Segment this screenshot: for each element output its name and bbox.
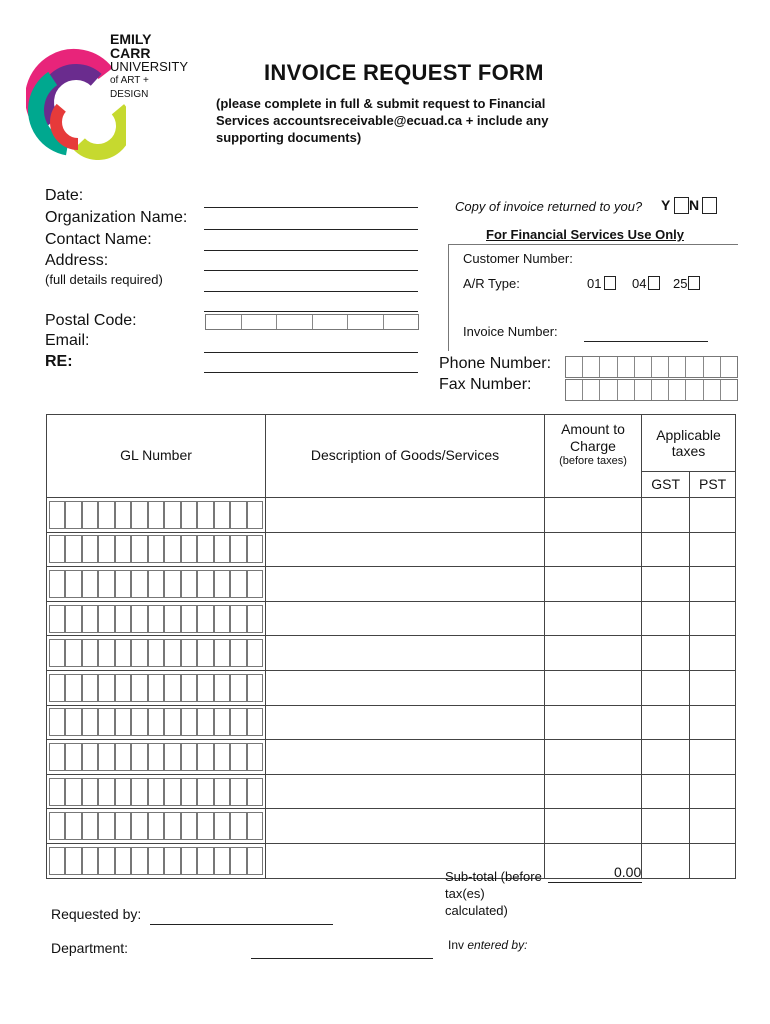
yes-label: Y: [661, 197, 671, 213]
ar-option-01: 01: [587, 276, 602, 291]
gst-cell[interactable]: [642, 705, 690, 740]
table-row: [47, 809, 736, 844]
table-row: [47, 740, 736, 775]
description-cell[interactable]: [266, 774, 545, 809]
table-row: [47, 774, 736, 809]
no-label: N: [689, 197, 700, 213]
description-cell[interactable]: [266, 809, 545, 844]
form-instructions: (please complete in full & submit request to Financial Services accountsreceivable@ecuad.ca + include any supporting documents): [216, 96, 549, 145]
description-cell[interactable]: [266, 670, 545, 705]
description-cell[interactable]: [266, 705, 545, 740]
customer-number-label: Customer Number:: [463, 251, 573, 266]
description-header: [266, 415, 545, 498]
fax-boxes[interactable]: [565, 379, 738, 401]
amount-cell[interactable]: [545, 601, 642, 636]
amount-cell[interactable]: [545, 567, 642, 602]
gl-number-cell[interactable]: [47, 532, 266, 567]
ar-01-checkbox[interactable]: [604, 276, 616, 290]
inv-entered-suffix: entered by:: [467, 938, 528, 952]
pst-cell[interactable]: [690, 843, 736, 878]
description-cell[interactable]: [266, 567, 545, 602]
ar-type-label: A/R Type:: [463, 276, 520, 291]
gst-cell[interactable]: [642, 774, 690, 809]
pst-cell[interactable]: [690, 636, 736, 671]
table-row: [47, 532, 736, 567]
yes-checkbox[interactable]: [674, 197, 689, 214]
description-cell[interactable]: [266, 498, 545, 533]
address-label: Address:: [45, 252, 109, 269]
amount-cell[interactable]: [545, 740, 642, 775]
date-label: Date:: [45, 187, 84, 204]
ar-option-25: 25: [673, 276, 688, 291]
copy-returned-label: Copy of invoice returned to you?: [455, 199, 643, 214]
contact-field[interactable]: [204, 250, 418, 251]
pst-cell[interactable]: [690, 809, 736, 844]
form-title: INVOICE REQUEST FORM: [264, 60, 544, 85]
table-row: [47, 705, 736, 740]
line-items-table: [46, 414, 736, 879]
no-checkbox[interactable]: [702, 197, 717, 214]
pst-cell[interactable]: [690, 670, 736, 705]
table-row: [47, 636, 736, 671]
amount-cell[interactable]: [545, 532, 642, 567]
amount-cell[interactable]: [545, 809, 642, 844]
pst-cell[interactable]: [690, 498, 736, 533]
invoice-number-field[interactable]: [584, 341, 708, 342]
logo-text-carr: CARR: [110, 45, 151, 61]
requested-by-field[interactable]: [150, 924, 333, 925]
gst-cell[interactable]: [642, 601, 690, 636]
gl-number-cell[interactable]: [47, 601, 266, 636]
description-cell[interactable]: [266, 601, 545, 636]
gl-number-cell[interactable]: [47, 567, 266, 602]
gst-cell[interactable]: [642, 567, 690, 602]
address-field-3[interactable]: [204, 311, 418, 312]
postal-code-label: Postal Code:: [45, 312, 137, 329]
description-cell[interactable]: [266, 532, 545, 567]
organization-field[interactable]: [204, 229, 418, 230]
pst-cell[interactable]: [690, 740, 736, 775]
ar-option-04: 04: [632, 276, 647, 291]
pst-cell[interactable]: [690, 601, 736, 636]
inv-entered-prefix: Inv: [448, 938, 465, 952]
gl-number-cell[interactable]: [47, 809, 266, 844]
description-cell[interactable]: [266, 636, 545, 671]
department-field[interactable]: [251, 958, 433, 959]
description-cell[interactable]: [266, 740, 545, 775]
requested-by-label: Requested by:: [51, 906, 142, 922]
address-field-2[interactable]: [204, 291, 418, 292]
gst-cell[interactable]: [642, 843, 690, 878]
invoice-number-label: Invoice Number:: [463, 324, 558, 339]
gl-number-cell[interactable]: [47, 670, 266, 705]
logo-text-university: UNIVERSITY: [110, 59, 189, 74]
ar-25-checkbox[interactable]: [688, 276, 700, 290]
amount-header: [545, 415, 642, 498]
table-row: [47, 498, 736, 533]
gl-number-cell[interactable]: [47, 740, 266, 775]
pst-header-label: PST: [699, 475, 727, 492]
amount-header-note: (before taxes): [559, 455, 627, 467]
logo: [26, 31, 189, 160]
ar-04-checkbox[interactable]: [648, 276, 660, 290]
table-row: [47, 567, 736, 602]
email-label: Email:: [45, 332, 90, 349]
financial-services-heading: For Financial Services Use Only: [486, 227, 684, 242]
description-header-label: Description of Goods/Services: [310, 447, 500, 463]
gl-number-cell[interactable]: [47, 636, 266, 671]
table-row: [47, 670, 736, 705]
gst-cell[interactable]: [642, 670, 690, 705]
gl-number-cell[interactable]: [47, 774, 266, 809]
taxes-header: [642, 415, 736, 472]
pst-cell[interactable]: [690, 705, 736, 740]
phone-boxes[interactable]: [565, 356, 738, 378]
gst-header-label: GST: [651, 475, 680, 492]
pst-cell[interactable]: [690, 532, 736, 567]
amount-cell[interactable]: [545, 498, 642, 533]
re-field[interactable]: [204, 372, 418, 373]
pst-cell[interactable]: [690, 567, 736, 602]
gl-number-cell[interactable]: [47, 705, 266, 740]
gst-cell[interactable]: [642, 809, 690, 844]
pst-header: [690, 472, 736, 498]
re-label: RE:: [45, 353, 73, 370]
gl-number-cell[interactable]: [47, 498, 266, 533]
organization-label: Organization Name:: [45, 209, 188, 226]
amount-cell[interactable]: [545, 705, 642, 740]
pst-cell[interactable]: [690, 774, 736, 809]
email-field[interactable]: [204, 352, 418, 353]
fax-label: Fax Number:: [439, 376, 532, 393]
taxes-header-label: Applicable taxes: [656, 427, 721, 459]
logo-text-emily: EMILY: [110, 31, 152, 47]
logo-text-art-design: of ART + DESIGN: [110, 75, 149, 100]
postal-code-boxes[interactable]: [205, 314, 419, 330]
date-field[interactable]: [204, 207, 418, 208]
gst-cell[interactable]: [642, 532, 690, 567]
gst-cell[interactable]: [642, 498, 690, 533]
gst-cell[interactable]: [642, 740, 690, 775]
amount-cell[interactable]: [545, 670, 642, 705]
gst-header: [642, 472, 690, 498]
address-field-1[interactable]: [204, 270, 418, 271]
phone-label: Phone Number:: [439, 355, 552, 372]
amount-cell[interactable]: [545, 774, 642, 809]
contact-label: Contact Name:: [45, 231, 152, 248]
gl-number-header: [47, 415, 266, 498]
gl-number-header-label: GL Number: [120, 447, 192, 463]
amount-cell[interactable]: [545, 636, 642, 671]
subtotal-value: 0.00: [614, 864, 642, 880]
table-row: [47, 601, 736, 636]
gl-number-cell[interactable]: [47, 843, 266, 878]
department-label: Department:: [51, 940, 129, 956]
subtotal-line: [548, 882, 642, 883]
address-note: (full details required): [45, 272, 163, 287]
subtotal-label: Sub-total (before tax(es) calculated): [445, 869, 542, 918]
inv-entered-label: [448, 938, 527, 952]
gst-cell[interactable]: [642, 636, 690, 671]
amount-header-label: Amount to Charge: [561, 421, 625, 454]
